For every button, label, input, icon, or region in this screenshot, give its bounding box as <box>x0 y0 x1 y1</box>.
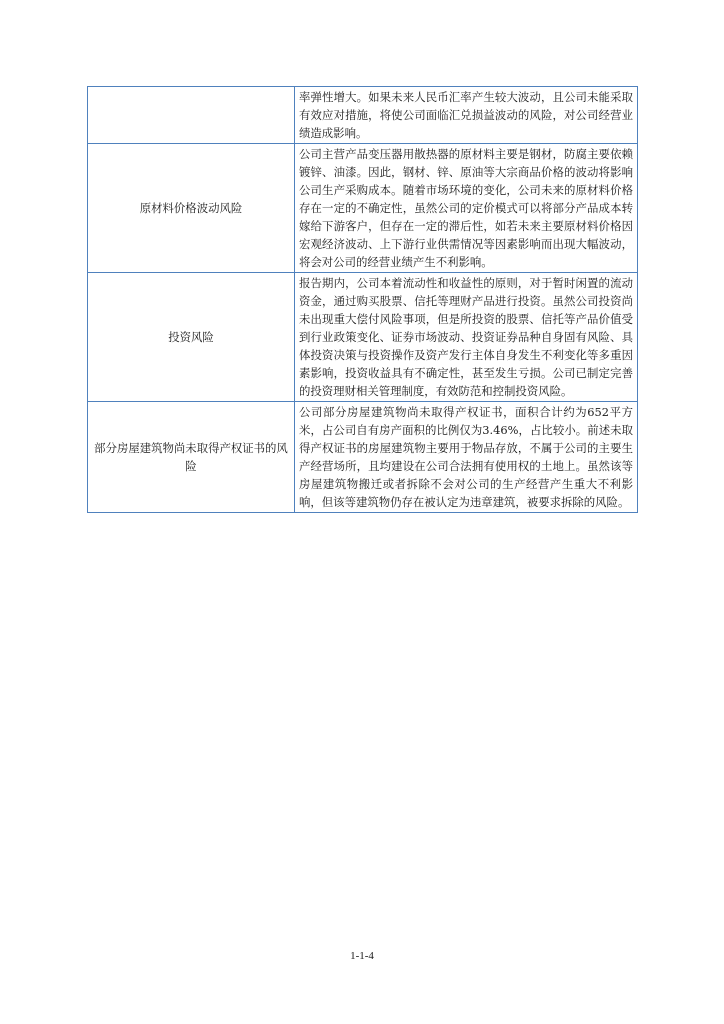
table-row <box>88 402 638 513</box>
risk-name-cell: 投资风险 <box>88 273 295 402</box>
risk-table <box>87 86 638 513</box>
risk-name-cell <box>88 87 295 144</box>
table-row <box>88 144 638 273</box>
risk-name-cell: 部分房屋建筑物尚未取得产权证书的风险 <box>88 402 295 513</box>
risk-name-cell: 原材料价格波动风险 <box>88 144 295 273</box>
table-row <box>88 273 638 402</box>
page-number: 1-1-4 <box>350 950 374 962</box>
risk-description-cell: 公司主营产品变压器用散热器的原材料主要是钢材，防腐主要依赖镀锌、油漆。因此，钢材、锌、原油等大宗商品价格的波动将影响公司生产采购成本。随着市场环境的变化，公司未来的原材料价格存在一定的不确定性，虽然公司的定价模式可以将部分产品成本转嫁给下游客户，但存在一定的滞后性，如若未来主要原材料价格因宏观经济波动、上下游行业供需情况等因素影响而出现大幅波动，将会对公司的经营业绩产生不利影响。 <box>295 144 638 273</box>
table-row <box>88 87 638 144</box>
risk-description-cell: 率弹性增大。如果未来人民币汇率产生较大波动，且公司未能采取有效应对措施，将使公司面临汇兑损益波动的风险，对公司经营业绩造成影响。 <box>295 87 638 144</box>
risk-description-cell: 公司部分房屋建筑物尚未取得产权证书，面积合计约为652平方米，占公司自有房产面积的比例仅为3.46%，占比较小。前述未取得产权证书的房屋建筑物主要用于物品存放，不属于公司的主要生产经营场所，且均建设在公司合法拥有使用权的土地上。虽然该等房屋建筑物搬迁或者拆除不会对公司的生产经营产生重大不利影响，但该等建筑物仍存在被认定为违章建筑，被要求拆除的风险。 <box>295 402 638 513</box>
risk-description-cell: 报告期内，公司本着流动性和收益性的原则，对于暂时闲置的流动资金，通过购买股票、信托等理财产品进行投资。虽然公司投资尚未出现重大偿付风险事项，但是所投资的股票、信托等产品价值受到行业政策变化、证券市场波动、投资证券品种自身固有风险、具体投资决策与投资操作及资产发行主体自身发生不利变化等多重因素影响，投资收益具有不确定性，甚至发生亏损。公司已制定完善的投资理财相关管理制度，有效防范和控制投资风险。 <box>295 273 638 402</box>
